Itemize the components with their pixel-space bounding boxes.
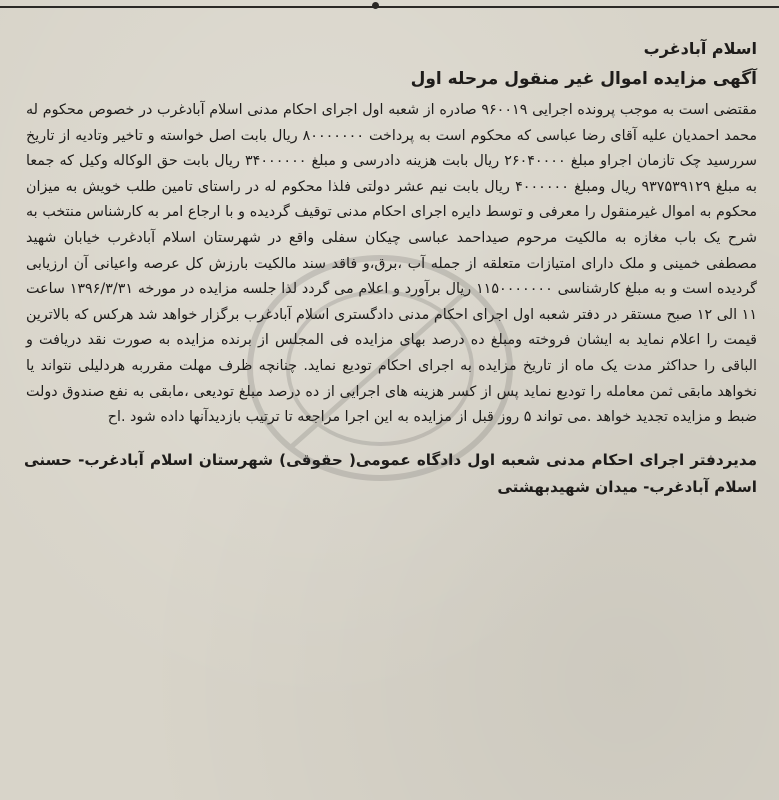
- notice-signature: مدیردفتر اجرای احکام مدنی شعبه اول دادگاه عمومی( حقوقی) شهرستان اسلام آبادغرب- حسنی اسلام آبادغرب- میدان شهیدبهشتی: [24, 450, 757, 496]
- notice-header: [24, 36, 757, 94]
- notice-title: آگهی مزایده اموال غیر منقول مرحله اول: [410, 69, 757, 89]
- notice-body: مقتضی است به موجب پرونده اجرایی ۹۶۰۰۱۹ صادره از شعبه اول اجرای احکام مدنی اسلام آبادغرب در خصوص محکوم له محمد احمدیان علیه آقای رضا عباسی که محکوم است به پرداخت ۸۰۰۰۰۰۰۰ ریال بابت اصل خواسته و تاخیر وتادیه از تاریخ سررسید چک تازمان اجراو مبلغ ۲۶۰۴۰۰۰۰ ریال بابت هزینه دادرسی و مبلغ ۳۴۰۰۰۰۰۰ ریال بابت حق الوکاله وکیل که جمعا به مبلغ ۹۳۷۵۳۹۱۲۹ ریال ومبلغ ۴۰۰۰۰۰۰ ریال بابت نیم عشر دولتی فلذا محکوم له در راستای تامین طلب خویش به میزان محکوم به اموال غیرمنقول را معرفی و توسط دایره اجرای احکام مدنی توقیف گردیده و با ارجاع امر به کارشناس منتخب به شرح یک باب مغازه به مالکیت مرحوم صیداحمد عباسی چیکان سفلی واقع در شهرستان اسلام آبادغرب خیابان شهید مصطفی خمینی و ملک دارای امتیازات متعلقه از جمله آب ،برق،و فاقد سند مالکیت بارزش کل عرصه واعیانی آن ارزیابی گردیده است و به مبلغ کارشناسی ۱۱۵۰۰۰۰۰۰۰ ریال برآورد و اعلام می گردد لذا جلسه مزایده در مورخه ۱۳۹۶/۳/۳۱ ساعت ۱۱ الی ۱۲ صبح مستقر در دفتر شعبه اول اجرای احکام مدنی دادگستری اسلام آبادغرب برگزار خواهد شد هرکس که بالاترین قیمت را اعلام نماید به ایشان فروخته ومبلغ ده درصد بهای مزایده فی المجلس از برنده مزایده به صورت نقد دریافت و الباقی را حداکثر مدت یک ماه از تاریخ مزایده به اجرای احکام تودیع نماید. چنانچه ظرف مهلت مقرربه هردلیلی نتواند یا نخواهد مابقی ثمن معامله را تودیع نماید پس از کسر هزینه های اجرایی از ده درصد مبلغ تودیعی ،مابقی به نفع صندوق دولت ضبط و مزایده تجدید خواهد .می تواند ۵ روز قبل از مزایده به این اجرا مراجعه تا ترتیب بازدیدآنها داده شود .اح: [26, 102, 758, 426]
- top-center-mark: [372, 2, 379, 9]
- organization-name: اسلام آبادغرب: [643, 39, 757, 58]
- top-divider: [0, 6, 779, 8]
